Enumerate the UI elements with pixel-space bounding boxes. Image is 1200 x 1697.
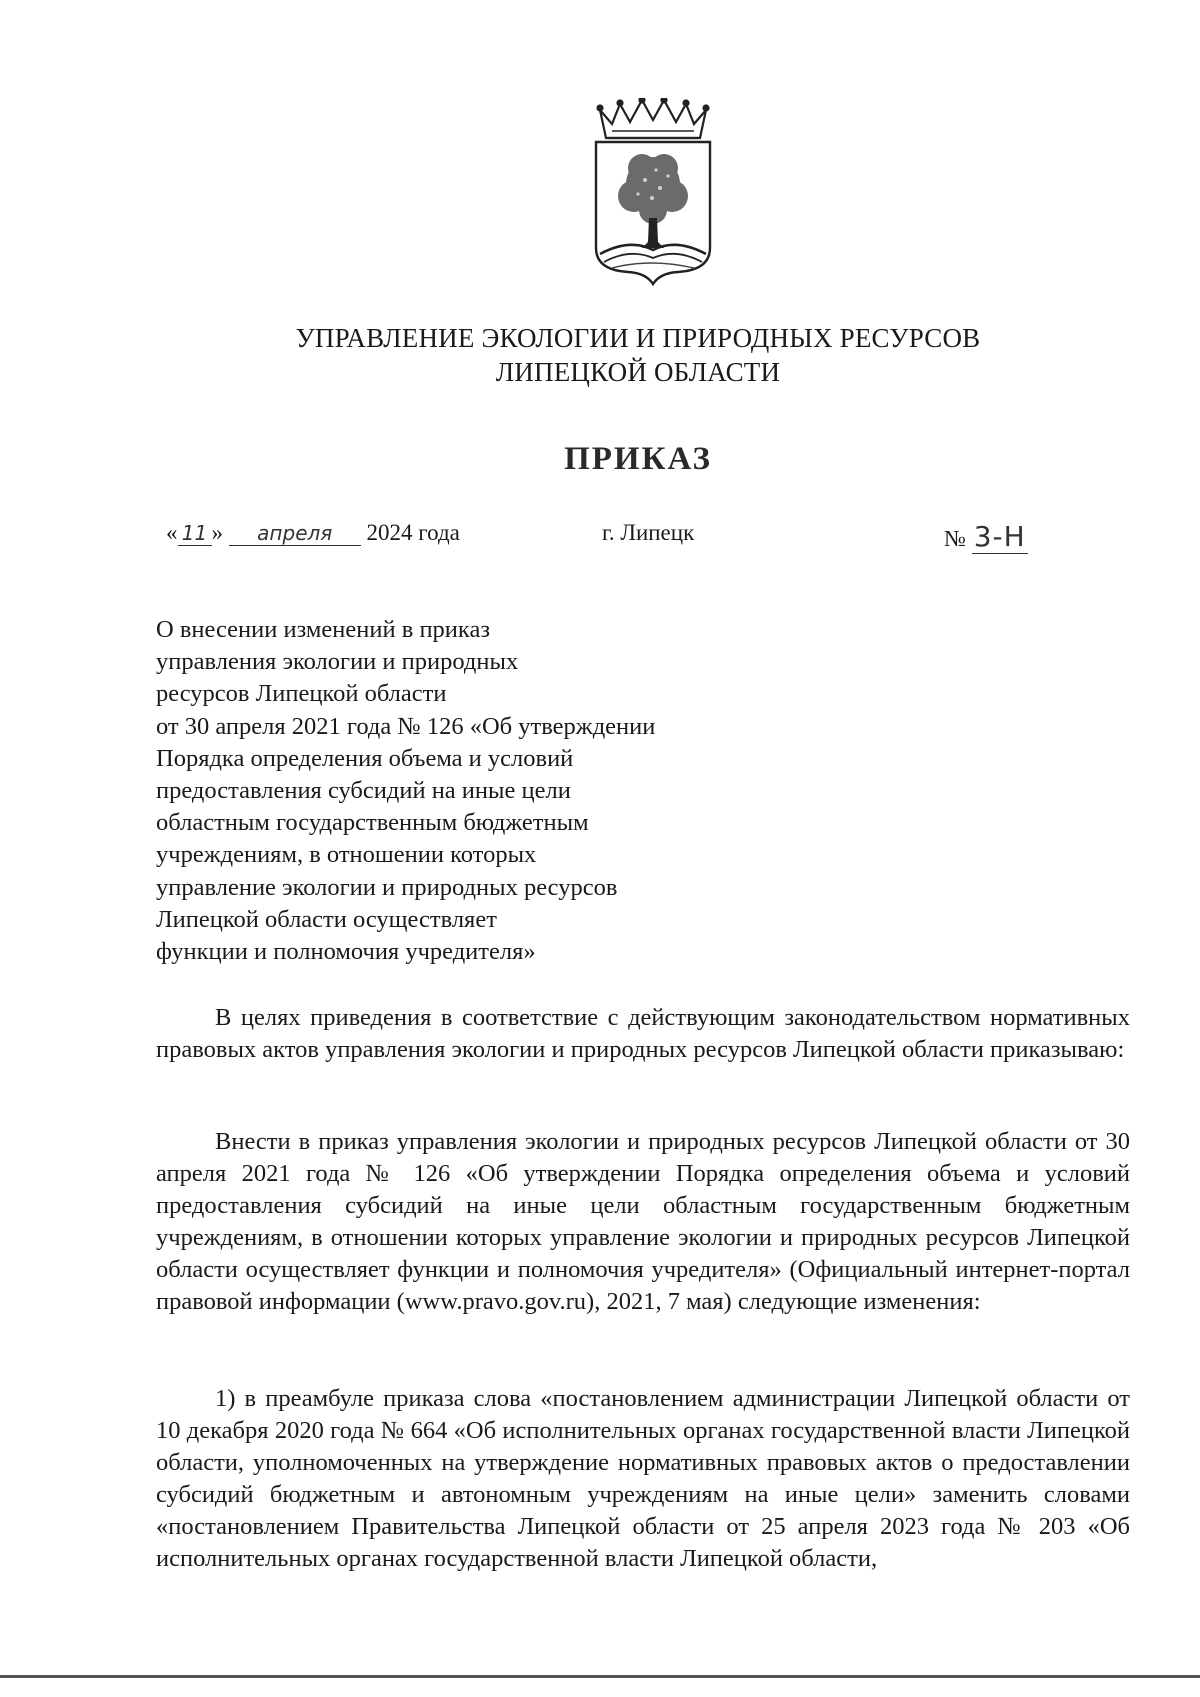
coat-of-arms-icon	[590, 98, 716, 288]
order-paragraph: Внести в приказ управления экологии и природных ресурсов Липецкой области от 30 апреля 2021 года № 126 «Об утверждении Порядка определения объема и условий предоставления субсидий на иные цели областным государственным бюджетным учреждениям, в отношении которых управление экологии и природных ресурсов Липецкой области осуществляет функции и полномочия учредителя» (Официальный интернет-портал правовой информации (www.pravo.gov.ru), 2021, 7 мая) следующие изменения:	[156, 1128, 1130, 1315]
order-subject	[156, 614, 655, 968]
scan-edge-line	[0, 1675, 1200, 1678]
date-month-handwritten: апреля	[229, 521, 361, 546]
subject-line: учреждениям, в отношении которых	[156, 841, 537, 869]
document-number	[944, 520, 1028, 554]
subject-line: управление экологии и природных ресурсов	[156, 873, 618, 901]
subject-line: функции и полномочия учредителя»	[156, 938, 536, 966]
date-place-number-line	[0, 520, 1200, 560]
date-day-handwritten: 11	[178, 521, 212, 546]
item-1-paragraph: 1) в преамбуле приказа слова «постановлением администрации Липецкой области от 10 декабря 2020 года № 664 «Об исполнительных органах государственной власти Липецкой области, уполномоченных на утверждение нормативных правовых актов о предоставлении субсидий бюджетным и автономным учреждениям на иные цели» заменить словами «постановлением Правительства Липецкой области от 25 апреля 2023 года № 203 «Об исполнительных органах государственной власти Липецкой области,	[156, 1385, 1130, 1572]
document-city: г. Липецк	[602, 520, 695, 545]
organization-name-line2: ЛИПЕЦКОЙ ОБЛАСТИ	[495, 357, 781, 387]
subject-line: предоставления субсидий на иные цели	[156, 777, 571, 805]
subject-line: областным государственным бюджетным	[156, 809, 589, 837]
subject-line: от 30 апреля 2021 года № 126 «Об утверждении	[156, 712, 656, 740]
subject-line: Порядка определения объема и условий	[156, 744, 574, 772]
date-close-quote: »	[211, 520, 223, 545]
number-handwritten: 3-Н	[972, 520, 1028, 554]
date-open-quote: «	[166, 520, 178, 545]
date-year: 2024 года	[366, 520, 460, 545]
number-label: №	[944, 526, 966, 551]
subject-line: Липецкой области осуществляет	[156, 905, 497, 933]
document-type-title: ПРИКАЗ	[564, 441, 712, 477]
subject-line: О внесении изменений в приказ	[156, 616, 491, 643]
subject-line: ресурсов Липецкой области	[156, 680, 447, 708]
document-date	[166, 520, 460, 546]
subject-line: управления экологии и природных	[156, 648, 519, 676]
organization-name-line1: УПРАВЛЕНИЕ ЭКОЛОГИИ И ПРИРОДНЫХ РЕСУРСОВ	[295, 323, 981, 353]
preamble-paragraph: В целях приведения в соответствие с действующим законодательством нормативных правовых актов управления экологии и природных ресурсов Липецкой области приказываю:	[156, 1004, 1130, 1063]
